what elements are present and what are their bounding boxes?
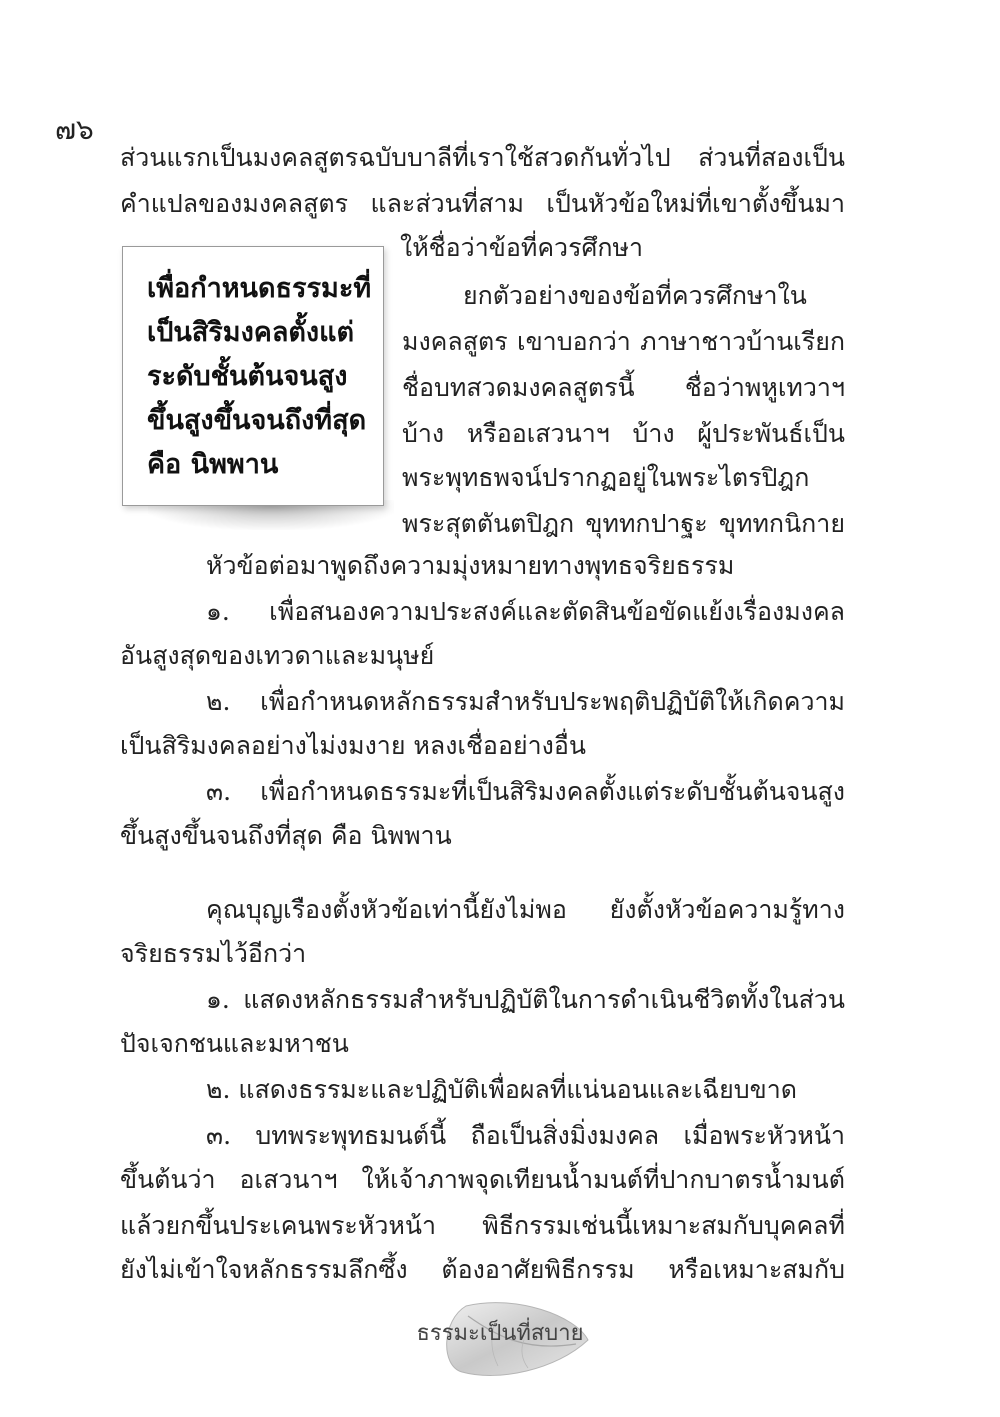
pull-quote-box — [122, 246, 384, 506]
list-item: ๒. แสดงธรรมะและปฏิบัติเพื่อผลที่แน่นอนและเฉียบขาด — [206, 1075, 798, 1104]
pull-quote-line: เพื่อกำหนดธรรมะที่ — [147, 273, 372, 304]
body-line: เป็นสิริมงคลอย่างไม่งมงาย หลงเชื่ออย่างอื่น — [120, 731, 586, 760]
list-item: ๑. เพื่อสนองความประสงค์และตัดสินข้อขัดแย้งเรื่องมงคล — [206, 597, 845, 626]
body-line: ให้ชื่อว่าข้อที่ควรศึกษา — [400, 233, 644, 262]
pull-quote-line: ระดับชั้นต้นจนสูง — [147, 361, 348, 392]
body-line: คำแปลของมงคลสูตร และส่วนที่สาม เป็นหัวข้อใหม่ที่เขาตั้งขึ้นมา — [120, 189, 845, 218]
list-item: ๒. เพื่อกำหนดหลักธรรมสำหรับประพฤติปฏิบัติให้เกิดความ — [206, 687, 845, 716]
list-item: ๓. เพื่อกำหนดธรรมะที่เป็นสิริมงคลตั้งแต่ระดับชั้นต้นจนสูง — [206, 777, 845, 806]
body-line: หัวข้อต่อมาพูดถึงความมุ่งหมายทางพุทธจริยธรรม — [206, 551, 735, 580]
body-line: อันสูงสุดของเทวดาและมนุษย์ — [120, 641, 435, 670]
pull-quote-line: คือ นิพพาน — [147, 449, 279, 480]
body-line: บ้าง หรืออเสวนาฯ บ้าง ผู้ประพันธ์เป็น — [402, 419, 845, 448]
body-line: ยังไม่เข้าใจหลักธรรมลึกซึ้ง ต้องอาศัยพิธีกรรม หรือเหมาะสมกับ — [120, 1255, 845, 1284]
body-line: คุณบุญเรืองตั้งหัวข้อเท่านี้ยังไม่พอ ยังตั้งหัวข้อความรู้ทาง — [206, 895, 845, 924]
footer-book-title: ธรรมะเป็นที่สบาย — [416, 1321, 584, 1346]
pull-quote-line: เป็นสิริมงคลตั้งแต่ — [147, 317, 355, 348]
body-line: แล้วยกขึ้นประเคนพระหัวหน้า พิธีกรรมเช่นนี้เหมาะสมกับบุคคลที่ — [120, 1211, 845, 1240]
list-item: ๓. บทพระพุทธมนต์นี้ ถือเป็นสิ่งมิ่งมงคล เมื่อพระหัวหน้า — [206, 1121, 845, 1150]
body-line: ยกตัวอย่างของข้อที่ควรศึกษาใน — [463, 281, 807, 310]
body-line: พระพุทธพจน์ปรากฏอยู่ในพระไตรปิฎก — [402, 463, 810, 492]
body-line: ขึ้นสูงขึ้นจนถึงที่สุด คือ นิพพาน — [120, 821, 452, 850]
body-line: พระสุตตันตปิฎก ขุททกปาฐะ ขุททกนิกาย — [402, 509, 845, 538]
body-line: ขึ้นต้นว่า อเสวนาฯ ให้เจ้าภาพจุดเทียนน้ำมนต์ที่ปากบาตรน้ำมนต์ — [120, 1165, 845, 1194]
body-line: จริยธรรมไว้อีกว่า — [120, 939, 307, 968]
body-line: มงคลสูตร เขาบอกว่า ภาษาชาวบ้านเรียก — [402, 327, 845, 356]
pull-quote-line: ขึ้นสูงขึ้นจนถึงที่สุด — [147, 405, 367, 436]
body-line: ส่วนแรกเป็นมงคลสูตรฉบับบาลีที่เราใช้สวดกันทั่วไป ส่วนที่สองเป็น — [120, 143, 845, 172]
page-number: ๗๖ — [55, 113, 94, 146]
body-line: ชื่อบทสวดมงคลสูตรนี้ ชื่อว่าพหูเทวาฯ — [402, 373, 845, 402]
list-item: ๑. แสดงหลักธรรมสำหรับปฏิบัติในการดำเนินชีวิตทั้งในส่วน — [206, 985, 845, 1014]
body-line: ปัจเจกชนและมหาชน — [120, 1029, 349, 1058]
